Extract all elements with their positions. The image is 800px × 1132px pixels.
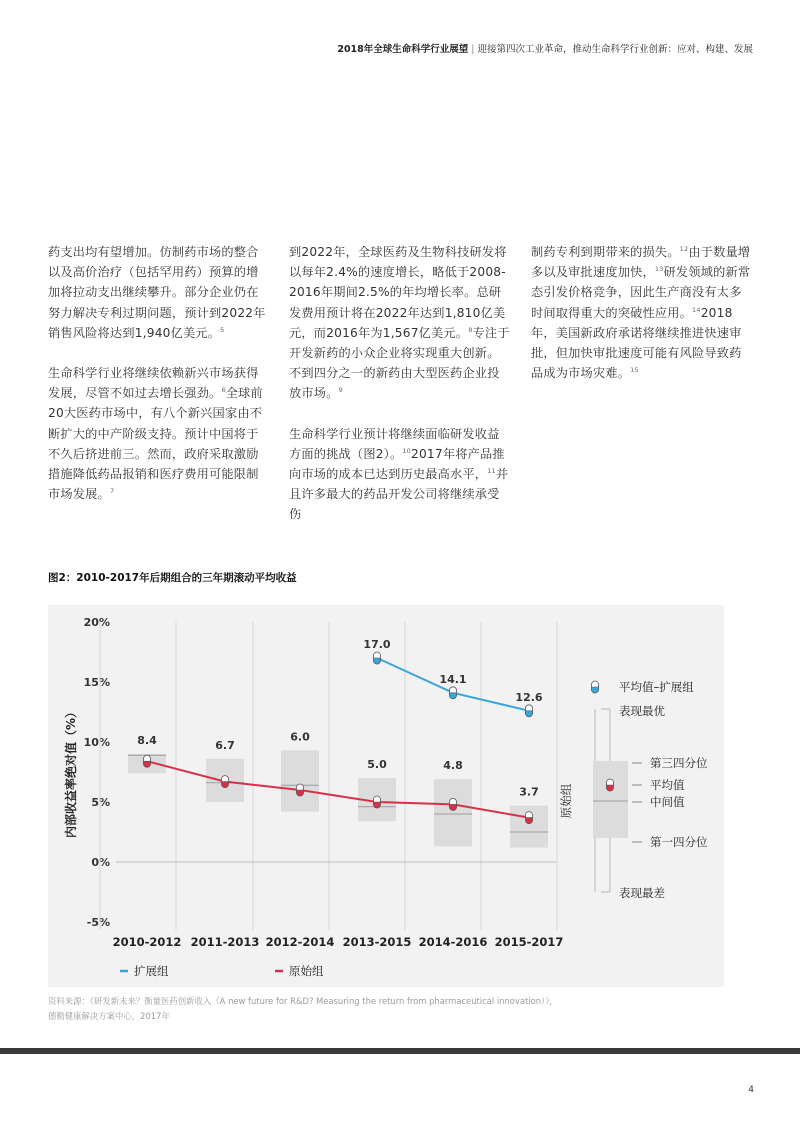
data-point-extended (374, 652, 381, 664)
x-tick-label: 2013-2015 (342, 935, 412, 949)
data-point-original (297, 784, 304, 796)
y-tick-label: 10% (83, 736, 110, 749)
data-label: 4.8 (443, 759, 463, 773)
data-label: 17.0 (363, 638, 391, 651)
data-point-original (374, 796, 381, 808)
footnote-ref: 9 (338, 386, 343, 395)
legend-label: 原始组 (289, 964, 324, 978)
y-tick-label: 0% (91, 856, 110, 869)
x-tick-label: 2012-2014 (265, 935, 335, 949)
paragraph (48, 363, 270, 504)
footer-bar (0, 1048, 800, 1054)
key-mean-icon (607, 779, 614, 791)
data-label: 6.7 (215, 738, 235, 752)
text-column-2 (289, 242, 511, 545)
x-tick-label: 2011-2013 (190, 935, 260, 949)
data-point-original (526, 812, 533, 824)
paragraph-text: 2018年，美国新政府承诺将继续推进快速审批，但加快审批速度可能有风险导致药品成为市场灾难。 (531, 305, 742, 381)
source-line: 德勤健康解决方案中心，2017年 (48, 1011, 170, 1021)
quartile-box (434, 779, 472, 846)
data-point-original (222, 776, 229, 788)
x-tick-label: 2015-2017 (494, 935, 564, 949)
paragraph-text: 制药专利到期带来的损失。 (531, 245, 680, 259)
data-label: 5.0 (367, 758, 387, 771)
paragraph-text: 由于数量增多以及审批速度加快， (531, 245, 751, 280)
paragraph-text: 2017年将产品推向市场的成本已达到历史最高水平， (289, 446, 505, 482)
footnote-ref: 7 (109, 487, 115, 496)
paragraph-text: 生命科学行业将继续依赖新兴市场获得发展，尽管不如过去增长强劲。 (48, 366, 259, 401)
data-point-extended (526, 705, 533, 717)
y-tick-label: 5% (91, 796, 110, 809)
footnote-ref: 10 (402, 446, 412, 455)
header-subtitle: 迎接第四次工业革命，推动生命科学行业创新：应对、构建、发展 (477, 44, 753, 55)
quartile-box (281, 750, 319, 811)
paragraph (48, 242, 270, 343)
paragraph-text: 研发领域的新常态引发价格竞争，因此生产商没有太多时间取得重大的突破性应用。 (531, 265, 751, 320)
x-tick-label: 2010-2012 (112, 935, 182, 949)
key-group-label: 原始组 (559, 783, 573, 819)
key-q3-label: 第三四分位 (650, 756, 708, 770)
key-worst-label: 表现最差 (619, 886, 665, 900)
footnote-ref: 14 (692, 305, 701, 314)
footnote-ref: 5 (220, 325, 225, 334)
chart-panel (48, 605, 724, 987)
key-mean-icon-fill (607, 785, 614, 791)
footnote-ref: 12 (679, 245, 689, 253)
data-point-extended-fill (526, 711, 533, 717)
paragraph-text: 专注于开发新药的小众企业将实现重大创新。不到四分之一的新药由大型医药企业投放市场。 (289, 325, 510, 401)
data-point-original-fill (526, 818, 533, 824)
data-label: 3.7 (519, 785, 539, 799)
key-mean-label: 平均值 (650, 778, 685, 792)
data-point-extended (450, 687, 457, 699)
data-point-extended-fill (374, 658, 381, 664)
text-column-1 (48, 242, 270, 524)
data-point-original (144, 755, 151, 767)
key-median-label: 中间值 (650, 795, 685, 809)
paragraph-text: 全球前20大医药市场中，有八个新兴国家由不断扩大的中产阶级支持。预计中国将于不久后挤进前三。然而，政府采取激励措施降低药品报销和医疗费用可能限制市场发展。 (48, 386, 263, 502)
y-axis-title: 内部收益率绝对值（%） (64, 705, 78, 839)
data-point-original (450, 798, 457, 810)
paragraph (531, 242, 753, 383)
page-header (337, 41, 753, 55)
key-mean-extended-icon-fill (592, 687, 599, 693)
data-point-original-fill (374, 802, 381, 808)
paragraph (289, 424, 511, 525)
figure-title: 图2：2010-2017年后期组合的三年期滚动平均收益 (48, 572, 297, 584)
key-q1-label: 第一四分位 (650, 835, 708, 849)
paragraph-text: 并且许多最大的药品开发公司将继续承受伤 (289, 467, 509, 522)
irr-chart (48, 605, 724, 987)
header-separator: | (471, 44, 475, 55)
data-label: 12.6 (515, 690, 543, 704)
paragraph (289, 242, 511, 404)
footnote-ref: 8 (468, 325, 473, 334)
key-mean-extended-label: 平均值–扩展组 (619, 680, 694, 694)
key-best-label: 表现最优 (619, 704, 665, 718)
footnote-ref: 6 (221, 386, 226, 395)
data-point-original-fill (297, 790, 304, 796)
key-mean-extended-icon (592, 681, 599, 693)
y-tick-label: 15% (83, 676, 110, 689)
paragraph-text: 生命科学行业预计将继续面临研发收益方面的挑战（图2）。 (289, 426, 500, 461)
data-point-extended-fill (450, 693, 457, 699)
data-point-original-fill (450, 804, 457, 810)
data-point-original-fill (222, 782, 229, 788)
paragraph-text: 药支出均有望增加。仿制药市场的整合以及高价治疗（包括罕用药）预算的增加将拉动支出继续攀升。部分企业仍在努力解决专利过期问题，预计到2022年销售风险将达到1,940亿美元。 (48, 245, 266, 340)
legend-label: 扩展组 (134, 964, 169, 978)
footnote-ref: 15 (630, 366, 639, 375)
footnote-ref: 13 (654, 265, 664, 274)
source-note (48, 994, 648, 1024)
footnote-ref: 11 (487, 467, 496, 476)
data-point-original-fill (144, 761, 151, 767)
y-tick-label: -5% (86, 916, 110, 929)
x-tick-label: 2014-2016 (418, 935, 488, 949)
data-label: 8.4 (137, 734, 157, 747)
header-report-title: 2018年全球生命科学行业展望 (337, 44, 469, 55)
data-label: 6.0 (290, 730, 310, 744)
paragraph-text: 到2022年，全球医药及生物科技研发将以每年2.4%的速度增长，略低于2008-2016年期间2.5%的年均增长率。总研发费用预计将在2022年达到1,810亿美元，而2016年为1,567亿美元。 (289, 245, 507, 340)
page-number: 4 (748, 1085, 754, 1095)
text-column-3 (531, 242, 753, 403)
y-tick-label: 20% (83, 616, 110, 629)
source-line: 资料来源：《研发新未来？衡量医药创新收入（A new future for R&D? Measuring the return from pharmaceutical innovation）》， (48, 996, 558, 1006)
key-box (593, 761, 628, 838)
data-label: 14.1 (439, 672, 467, 686)
